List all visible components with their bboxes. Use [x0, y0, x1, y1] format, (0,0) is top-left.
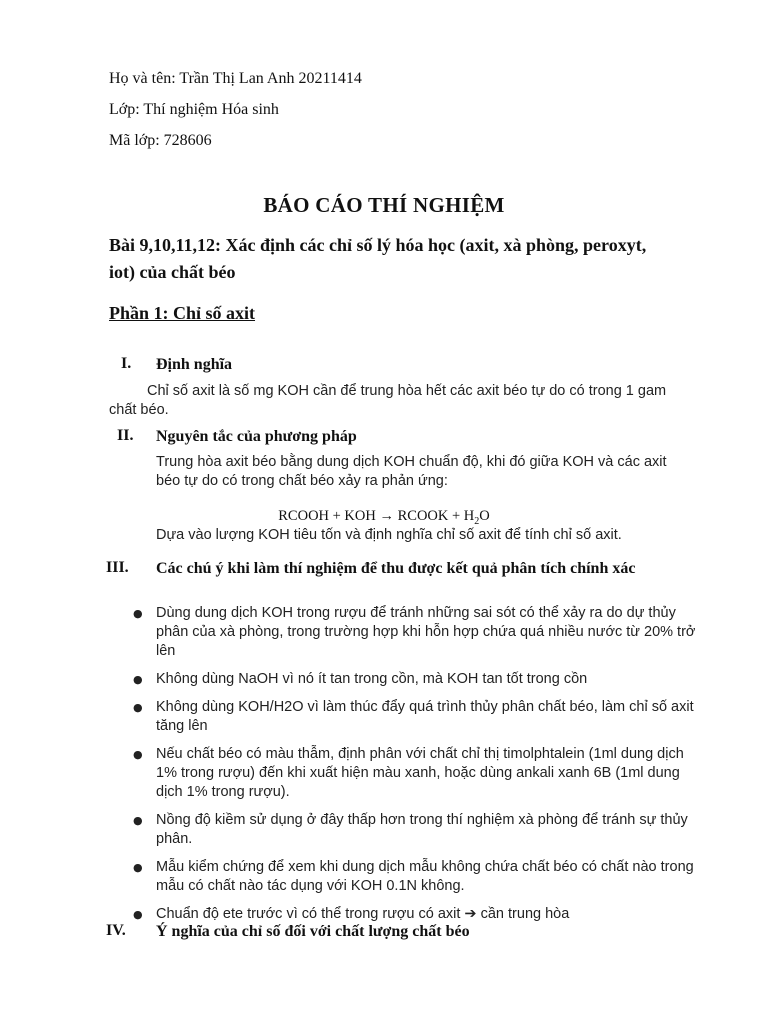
equation-subscript: 2 — [474, 515, 480, 527]
bullet-icon: ● — [133, 748, 143, 761]
section-4-title: Ý nghĩa của chỉ số đối với chất lượng chất béo — [156, 923, 470, 940]
list-item: ● Mẫu kiểm chứng để xem khi dung dịch mẫu không chứa chất béo có chất nào trong mẫu có chất nào tác dụng với KOH 0.1N không. — [133, 859, 694, 894]
definition-paragraph: Chỉ số axit là số mg KOH cần để trung hòa hết các axit béo tự do có trong 1 gam chất béo. — [109, 383, 667, 418]
section-2-number: II. — [117, 427, 134, 444]
list-item: ● Nồng độ kiềm sử dụng ở đây thấp hơn trong thí nghiệm xà phòng để tránh sự thủy phân. — [133, 812, 688, 847]
equation-right: O — [479, 508, 490, 524]
section-2-title: Nguyên tắc của phương pháp — [156, 428, 357, 445]
part-heading: Phần 1: Chỉ số axit — [109, 303, 256, 323]
student-name-line: Họ và tên: Trần Thị Lan Anh 20211414 — [109, 70, 362, 87]
notes-list — [133, 604, 703, 933]
list-item: ● Nếu chất béo có màu thẫm, định phân với chất chỉ thị timolphtalein (1ml dung dịch 1% trong rượu) đến khi xuất hiện màu xanh, hoặc dùng ankali xanh 6B (1ml dung dịch 1% trong rượu). — [133, 746, 684, 800]
bullet-icon: ● — [133, 701, 143, 714]
section-3-title: Các chú ý khi làm thí nghiệm để thu được kết quả phân tích chính xác — [156, 560, 636, 577]
section-4-number: IV. — [106, 922, 126, 939]
bullet-icon: ● — [133, 814, 143, 827]
section-1-title: Định nghĩa — [156, 356, 233, 373]
list-item: ● Không dùng NaOH vì nó ít tan trong cồn, mà KOH tan tốt trong cồn — [133, 671, 588, 687]
class-line: Lớp: Thí nghiệm Hóa sinh — [109, 101, 279, 118]
list-item: ● Chuẩn độ ete trước vì có thể trong rượu có axit ➔ cần trung hòa — [133, 906, 570, 922]
bullet-icon: ● — [133, 908, 143, 921]
bullet-icon: ● — [133, 673, 143, 686]
report-title: BÁO CÁO THÍ NGHIỆM — [263, 193, 505, 217]
reaction-equation — [0, 508, 768, 527]
principle-paragraph: Trung hòa axit béo bằng dung dịch KOH chuẩn độ, khi đó giữa KOH và các axit béo tự do có trong chất béo xảy ra phản ứng: — [156, 454, 667, 489]
section-3-number: III. — [106, 559, 129, 576]
class-code-line: Mã lớp: 728606 — [109, 132, 212, 149]
list-item: ● Không dùng KOH/H2O vì làm thúc đẩy quá trình thủy phân chất béo, làm chỉ số axit tăng lên — [133, 699, 694, 734]
bullet-icon: ● — [133, 607, 143, 620]
bullet-icon: ● — [133, 861, 143, 874]
report-subtitle: Bài 9,10,11,12: Xác định các chỉ số lý hóa học (axit, xà phòng, peroxyt, iot) của chất béo — [109, 235, 647, 282]
list-item: ● Dùng dung dịch KOH trong rượu để tránh những sai sót có thể xảy ra do dự thủy phân của xà phòng, trong trường hợp khi hỗn hợp chứa quá nhiều nước từ 20% trở lên — [133, 605, 696, 659]
principle-paragraph-2: Dựa vào lượng KOH tiêu tốn và định nghĩa chỉ số axit để tính chỉ số axit. — [156, 527, 622, 543]
section-1-number: I. — [121, 355, 132, 372]
equation-left: RCOOH + KOH → RCOOK + H — [278, 508, 475, 524]
